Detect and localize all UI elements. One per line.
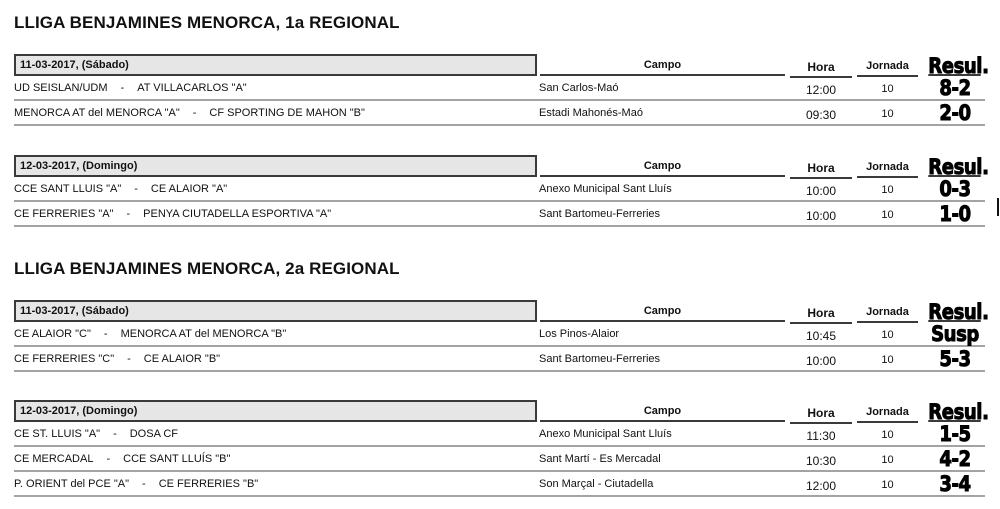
home-team: UD SEISLAN/UDM xyxy=(14,82,108,94)
matchday-number: 10 xyxy=(881,83,894,95)
home-team: CE MERCADAL xyxy=(14,453,94,465)
home-team: MENORCA AT del MENORCA "A" xyxy=(14,107,180,119)
column-header-jornada: Jornada xyxy=(857,54,918,77)
away-team: CE ALAIOR "B" xyxy=(143,353,221,365)
column-header-hora: Hora xyxy=(790,54,852,78)
date-bar: 12-03-2017, (Domingo) xyxy=(14,400,537,422)
date-bar: 11-03-2017, (Sábado) xyxy=(14,300,537,322)
match-row xyxy=(14,347,985,372)
match-row xyxy=(14,177,985,202)
match-row xyxy=(14,202,985,227)
team-separator: - xyxy=(126,208,131,220)
match-row xyxy=(14,76,985,101)
home-team: P. ORIENT del PCE "A" xyxy=(14,478,130,490)
kickoff-time: 10:30 xyxy=(805,454,837,468)
kickoff-time: 11:30 xyxy=(806,429,836,443)
team-separator: - xyxy=(192,107,197,119)
away-team: MENORCA AT del MENORCA "B" xyxy=(120,328,287,340)
matchday-number: 10 xyxy=(881,429,894,441)
matchday-number: 10 xyxy=(881,479,894,491)
match-result: 1-5 xyxy=(939,422,971,446)
kickoff-time: 12:00 xyxy=(805,83,837,97)
date-bar: 11-03-2017, (Sábado) xyxy=(14,54,537,76)
date-bar: 12-03-2017, (Domingo) xyxy=(14,155,537,177)
match-row xyxy=(14,472,985,497)
column-header-hora: Hora xyxy=(790,400,852,424)
kickoff-time: 10:45 xyxy=(805,329,837,343)
team-separator: - xyxy=(142,478,146,490)
match-result: 1-0 xyxy=(939,202,971,226)
edge-artifact xyxy=(997,198,999,216)
match-row xyxy=(14,101,985,126)
home-team: CE ALAIOR "C" xyxy=(14,328,91,340)
matchday-number: 10 xyxy=(881,184,894,196)
column-header-campo: Campo xyxy=(540,400,785,422)
kickoff-time: 10:00 xyxy=(805,184,837,198)
match-result: 2-0 xyxy=(939,101,971,125)
column-header-campo: Campo xyxy=(540,300,785,322)
away-team: DOSA CF xyxy=(129,428,179,440)
section-title: LLIGA BENJAMINES MENORCA, 2a REGIONAL xyxy=(14,259,400,278)
match-teams xyxy=(14,76,247,100)
match-result: Susp xyxy=(931,322,979,346)
venue: Anexo Municipal Sant Lluís xyxy=(539,428,672,440)
column-header-jornada: Jornada xyxy=(857,300,918,323)
match-teams xyxy=(14,101,365,125)
team-separator: - xyxy=(106,453,111,465)
matchday-number: 10 xyxy=(881,209,894,221)
column-header-jornada: Jornada xyxy=(857,155,918,178)
kickoff-time: 09:30 xyxy=(805,108,837,122)
match-result: 8-2 xyxy=(939,76,971,100)
column-header-hora: Hora xyxy=(790,155,852,179)
match-result: 5-3 xyxy=(939,347,971,371)
venue: Los Pinos-Alaior xyxy=(539,328,620,340)
team-separator: - xyxy=(120,82,125,94)
match-row xyxy=(14,422,985,447)
section-title: LLIGA BENJAMINES MENORCA, 1a REGIONAL xyxy=(14,13,400,32)
venue: Estadi Mahonés-Maó xyxy=(539,107,643,119)
match-row xyxy=(14,447,985,472)
home-team: CE FERRERIES "C" xyxy=(14,353,115,365)
venue: Son Marçal - Ciutadella xyxy=(539,478,654,490)
home-team: CE ST. LLUIS "A" xyxy=(14,428,101,440)
matchday-number: 10 xyxy=(881,454,894,466)
match-result: 0-3 xyxy=(939,177,971,201)
venue: Sant Bartomeu-Ferreries xyxy=(539,353,661,365)
team-separator: - xyxy=(103,328,108,340)
team-separator: - xyxy=(113,428,117,440)
column-header-campo: Campo xyxy=(540,155,785,177)
matchday-number: 10 xyxy=(881,108,894,120)
kickoff-time: 10:00 xyxy=(805,354,837,368)
column-header-resul: Resul. xyxy=(928,300,989,324)
away-team: CE FERRERIES "B" xyxy=(158,478,259,490)
column-header-resul: Resul. xyxy=(928,400,989,424)
venue: Sant Bartomeu-Ferreries xyxy=(539,208,661,220)
column-header-campo: Campo xyxy=(540,54,785,76)
home-team: CCE SANT LLUIS "A" xyxy=(14,183,122,195)
column-header-resul: Resul. xyxy=(928,155,989,179)
match-teams xyxy=(14,347,220,371)
match-result: 4-2 xyxy=(939,447,971,471)
kickoff-time: 12:00 xyxy=(805,479,837,493)
matchday-number: 10 xyxy=(881,329,894,341)
away-team: CE ALAIOR "A" xyxy=(150,183,228,195)
match-teams xyxy=(14,177,227,201)
home-team: CE FERRERIES "A" xyxy=(14,208,114,220)
match-teams xyxy=(14,322,286,346)
column-header-jornada: Jornada xyxy=(857,400,918,423)
venue: San Carlos-Maó xyxy=(539,82,619,94)
match-row xyxy=(14,322,985,347)
away-team: CF SPORTING DE MAHON "B" xyxy=(209,107,365,119)
column-header-hora: Hora xyxy=(790,300,852,324)
column-header-resul: Resul. xyxy=(928,54,989,78)
match-teams xyxy=(14,472,258,496)
team-separator: - xyxy=(134,183,138,195)
venue: Anexo Municipal Sant Lluís xyxy=(539,183,672,195)
kickoff-time: 10:00 xyxy=(805,209,837,223)
away-team: CCE SANT LLUÍS "B" xyxy=(123,453,231,465)
away-team: AT VILLACARLOS "A" xyxy=(137,82,247,94)
match-teams xyxy=(14,202,331,226)
venue: Sant Martí - Es Mercadal xyxy=(539,453,661,465)
away-team: PENYA CIUTADELLA ESPORTIVA "A" xyxy=(143,208,332,220)
team-separator: - xyxy=(127,353,131,365)
match-result: 3-4 xyxy=(939,472,971,496)
match-teams xyxy=(14,422,178,446)
matchday-number: 10 xyxy=(881,354,894,366)
match-teams xyxy=(14,447,230,471)
